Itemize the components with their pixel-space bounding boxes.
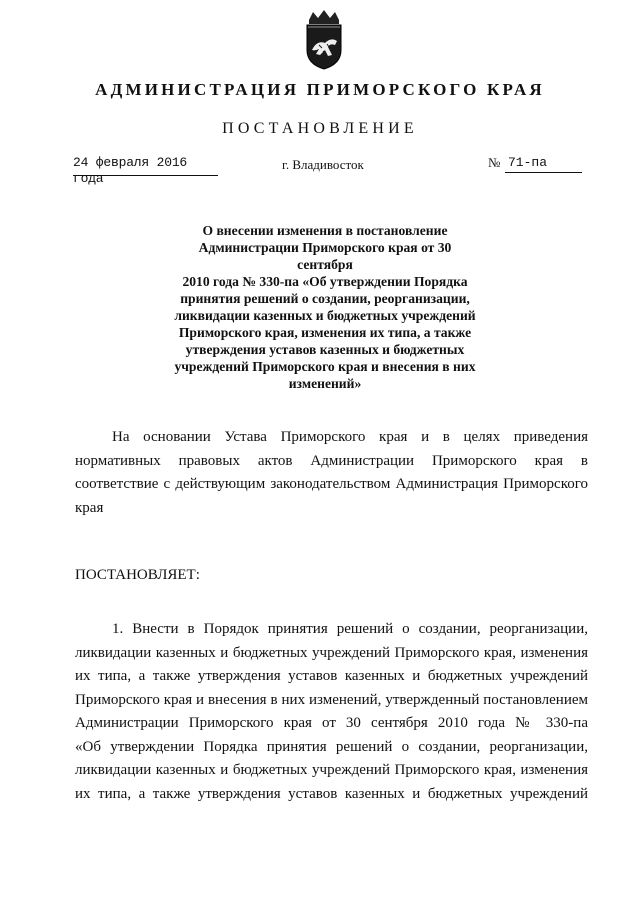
subject-line: Администрации Приморского края от 30 сентября [198,240,452,272]
clause-line: Администрации Приморского края от 30 сентября 2010 года № 330-па [75,715,588,731]
document-number [488,155,582,175]
subject-line: 2010 года № 330-па «Об утверждении Порядка [182,274,468,289]
number-sign: № [488,155,501,170]
document-type: ПОСТАНОВЛЕНИЕ [222,120,418,137]
subject-line: утверждения уставов казенных и бюджетных [185,342,465,357]
document-date: 24 февраля 2016 года [73,155,218,176]
document-number-value: 71-па [505,155,582,173]
clause-line: 1. Внести в Порядок принятия решений о создании, реорганизации, [112,621,588,637]
organization-title: АДМИНИСТРАЦИЯ ПРИМОРСКОГО КРАЯ [95,80,545,99]
preamble-line: соответствие с действующим законодательством Администрация Приморского [75,476,588,492]
subject-line: изменений» [288,376,362,391]
decree-word: ПОСТАНОВЛЯЕТ: [75,567,200,583]
subject-line: принятия решений о создании, реорганизации, [180,291,470,306]
document-city: г. Владивосток [282,157,364,172]
clause-line: «Об утверждении Порядка принятия решений о создании, реорганизации, [75,738,588,755]
clause-line: ликвидации казенных и бюджетных учреждений Приморского края, изменения [75,644,588,661]
preamble-line: нормативных правовых актов Администрации Приморского края в [75,452,588,469]
clause-line: их типа, а также утверждения уставов казенных и бюджетных учреждений [75,785,588,802]
document-subject [170,222,480,392]
clause-line: Приморского края и внесения в них изменений, утвержденный постановлением [75,691,588,708]
subject-line: ликвидации казенных и бюджетных учреждений [174,308,476,323]
preamble-paragraph [75,426,588,520]
clause-line: их типа, а также утверждения уставов казенных и бюджетных учреждений [75,668,588,684]
document-meta [0,155,640,186]
preamble-line: края [75,499,104,516]
subject-line: учреждений Приморского края и внесения в них [174,359,476,374]
subject-line: Приморского края, изменения их типа, а также [178,325,472,340]
subject-line: О внесении изменения в постановление [202,223,448,238]
preamble-line: На основании Устава Приморского края и в целях приведения [112,429,588,445]
coat-of-arms-emblem [299,10,349,70]
clause-line: ликвидации казенных и бюджетных учреждений Приморского края, изменения [75,762,588,778]
clause-1-paragraph [75,618,588,806]
